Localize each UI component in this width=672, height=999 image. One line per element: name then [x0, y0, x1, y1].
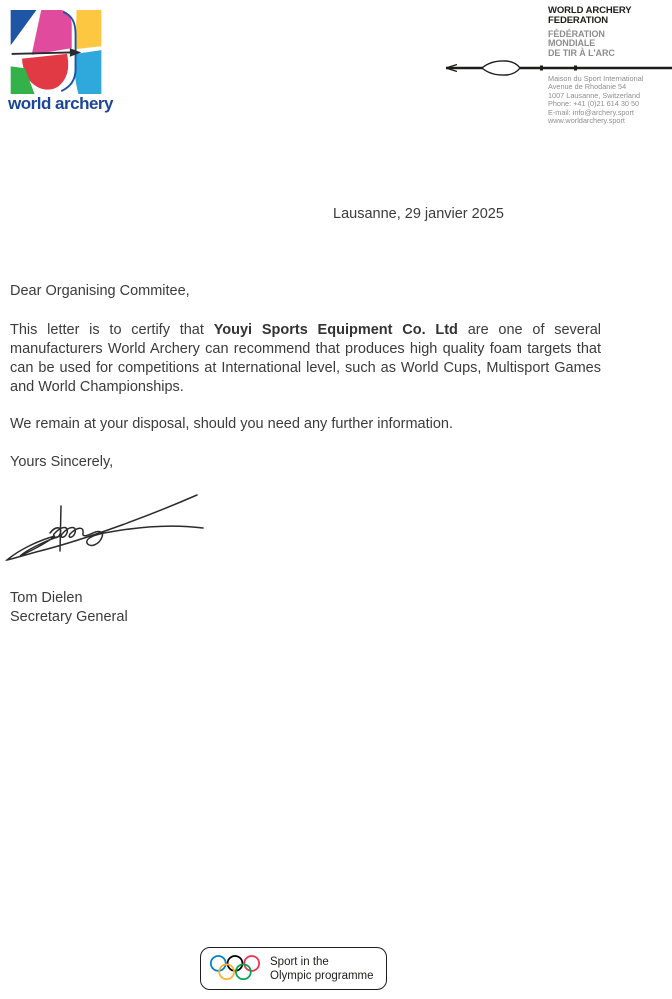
org-name-english-line2: FEDERATION: [548, 15, 609, 26]
ring-red: [244, 956, 259, 971]
logo-segment-yellow: [76, 10, 102, 49]
org-address-block: [548, 75, 672, 125]
org-name-english-line1: WORLD ARCHERY: [548, 5, 632, 16]
logo-segment-magenta: [32, 10, 72, 55]
world-archery-logo: [8, 10, 113, 113]
address-line: Maison du Sport International: [548, 74, 644, 83]
logo-wordmark: world archery: [8, 94, 113, 113]
arrow-tick-2: [574, 66, 577, 71]
address-line: Avenue de Rhodanie 54: [548, 82, 627, 92]
closing-sentence: We remain at your disposal, should you need any further information.: [10, 416, 454, 432]
badge-text-line2: Olympic programme: [270, 969, 374, 982]
logo-segment-cyan: [75, 50, 102, 94]
ring-blue: [211, 956, 226, 971]
signer-block: [10, 589, 128, 627]
org-name-french-line2: MONDIALE: [548, 38, 596, 49]
olympic-rings-icon: [209, 953, 261, 985]
org-name-french-line3: DE TIR À L'ARC: [548, 47, 615, 58]
org-name-french: [548, 30, 668, 58]
signature-image: [0, 488, 214, 568]
address-line-website: www.worldarchery.sport: [548, 116, 625, 126]
valediction: Yours Sincerely,: [10, 454, 114, 470]
body-text-after-bold: are one of several manufacturers World Archery can recommend that produces high quality foam targets that can be used for competitions at International level, such as World Cups, Multisport Games and World Championships.: [10, 322, 601, 395]
org-name-english: [548, 6, 668, 26]
signer-name: Tom Dielen: [10, 590, 83, 606]
world-archery-target-icon: [10, 10, 102, 94]
address-line-email: E-mail: info@archery.sport: [548, 107, 634, 117]
logo-arrow-shaft: [12, 52, 71, 53]
arrow-tick-1: [540, 66, 543, 71]
signer-title: Secretary General: [10, 609, 128, 625]
body-paragraph: [10, 321, 601, 397]
dateline: Lausanne, 29 janvier 2025: [333, 206, 504, 222]
company-name-bold: Youyi Sports Equipment Co. Ltd: [213, 322, 458, 338]
arrow-fletching: [482, 61, 520, 75]
ring-green: [236, 964, 251, 979]
address-line-phone: Phone: +41 (0)21 614 30 50: [548, 99, 640, 109]
ring-black: [228, 956, 243, 971]
badge-text: [270, 955, 374, 983]
address-line: 1007 Lausanne, Switzerland: [548, 90, 641, 100]
org-name-french-line1: FÉDÉRATION: [548, 29, 605, 39]
ring-yellow: [219, 964, 234, 979]
body-text-before-bold: This letter is to certify that: [10, 322, 214, 338]
badge-text-line1: Sport in the: [270, 955, 329, 968]
signature-stroke: [7, 495, 203, 560]
logo-segment-blue: [11, 10, 37, 45]
salutation: Dear Organising Commitee,: [10, 283, 190, 299]
olympic-programme-badge: [200, 947, 387, 990]
